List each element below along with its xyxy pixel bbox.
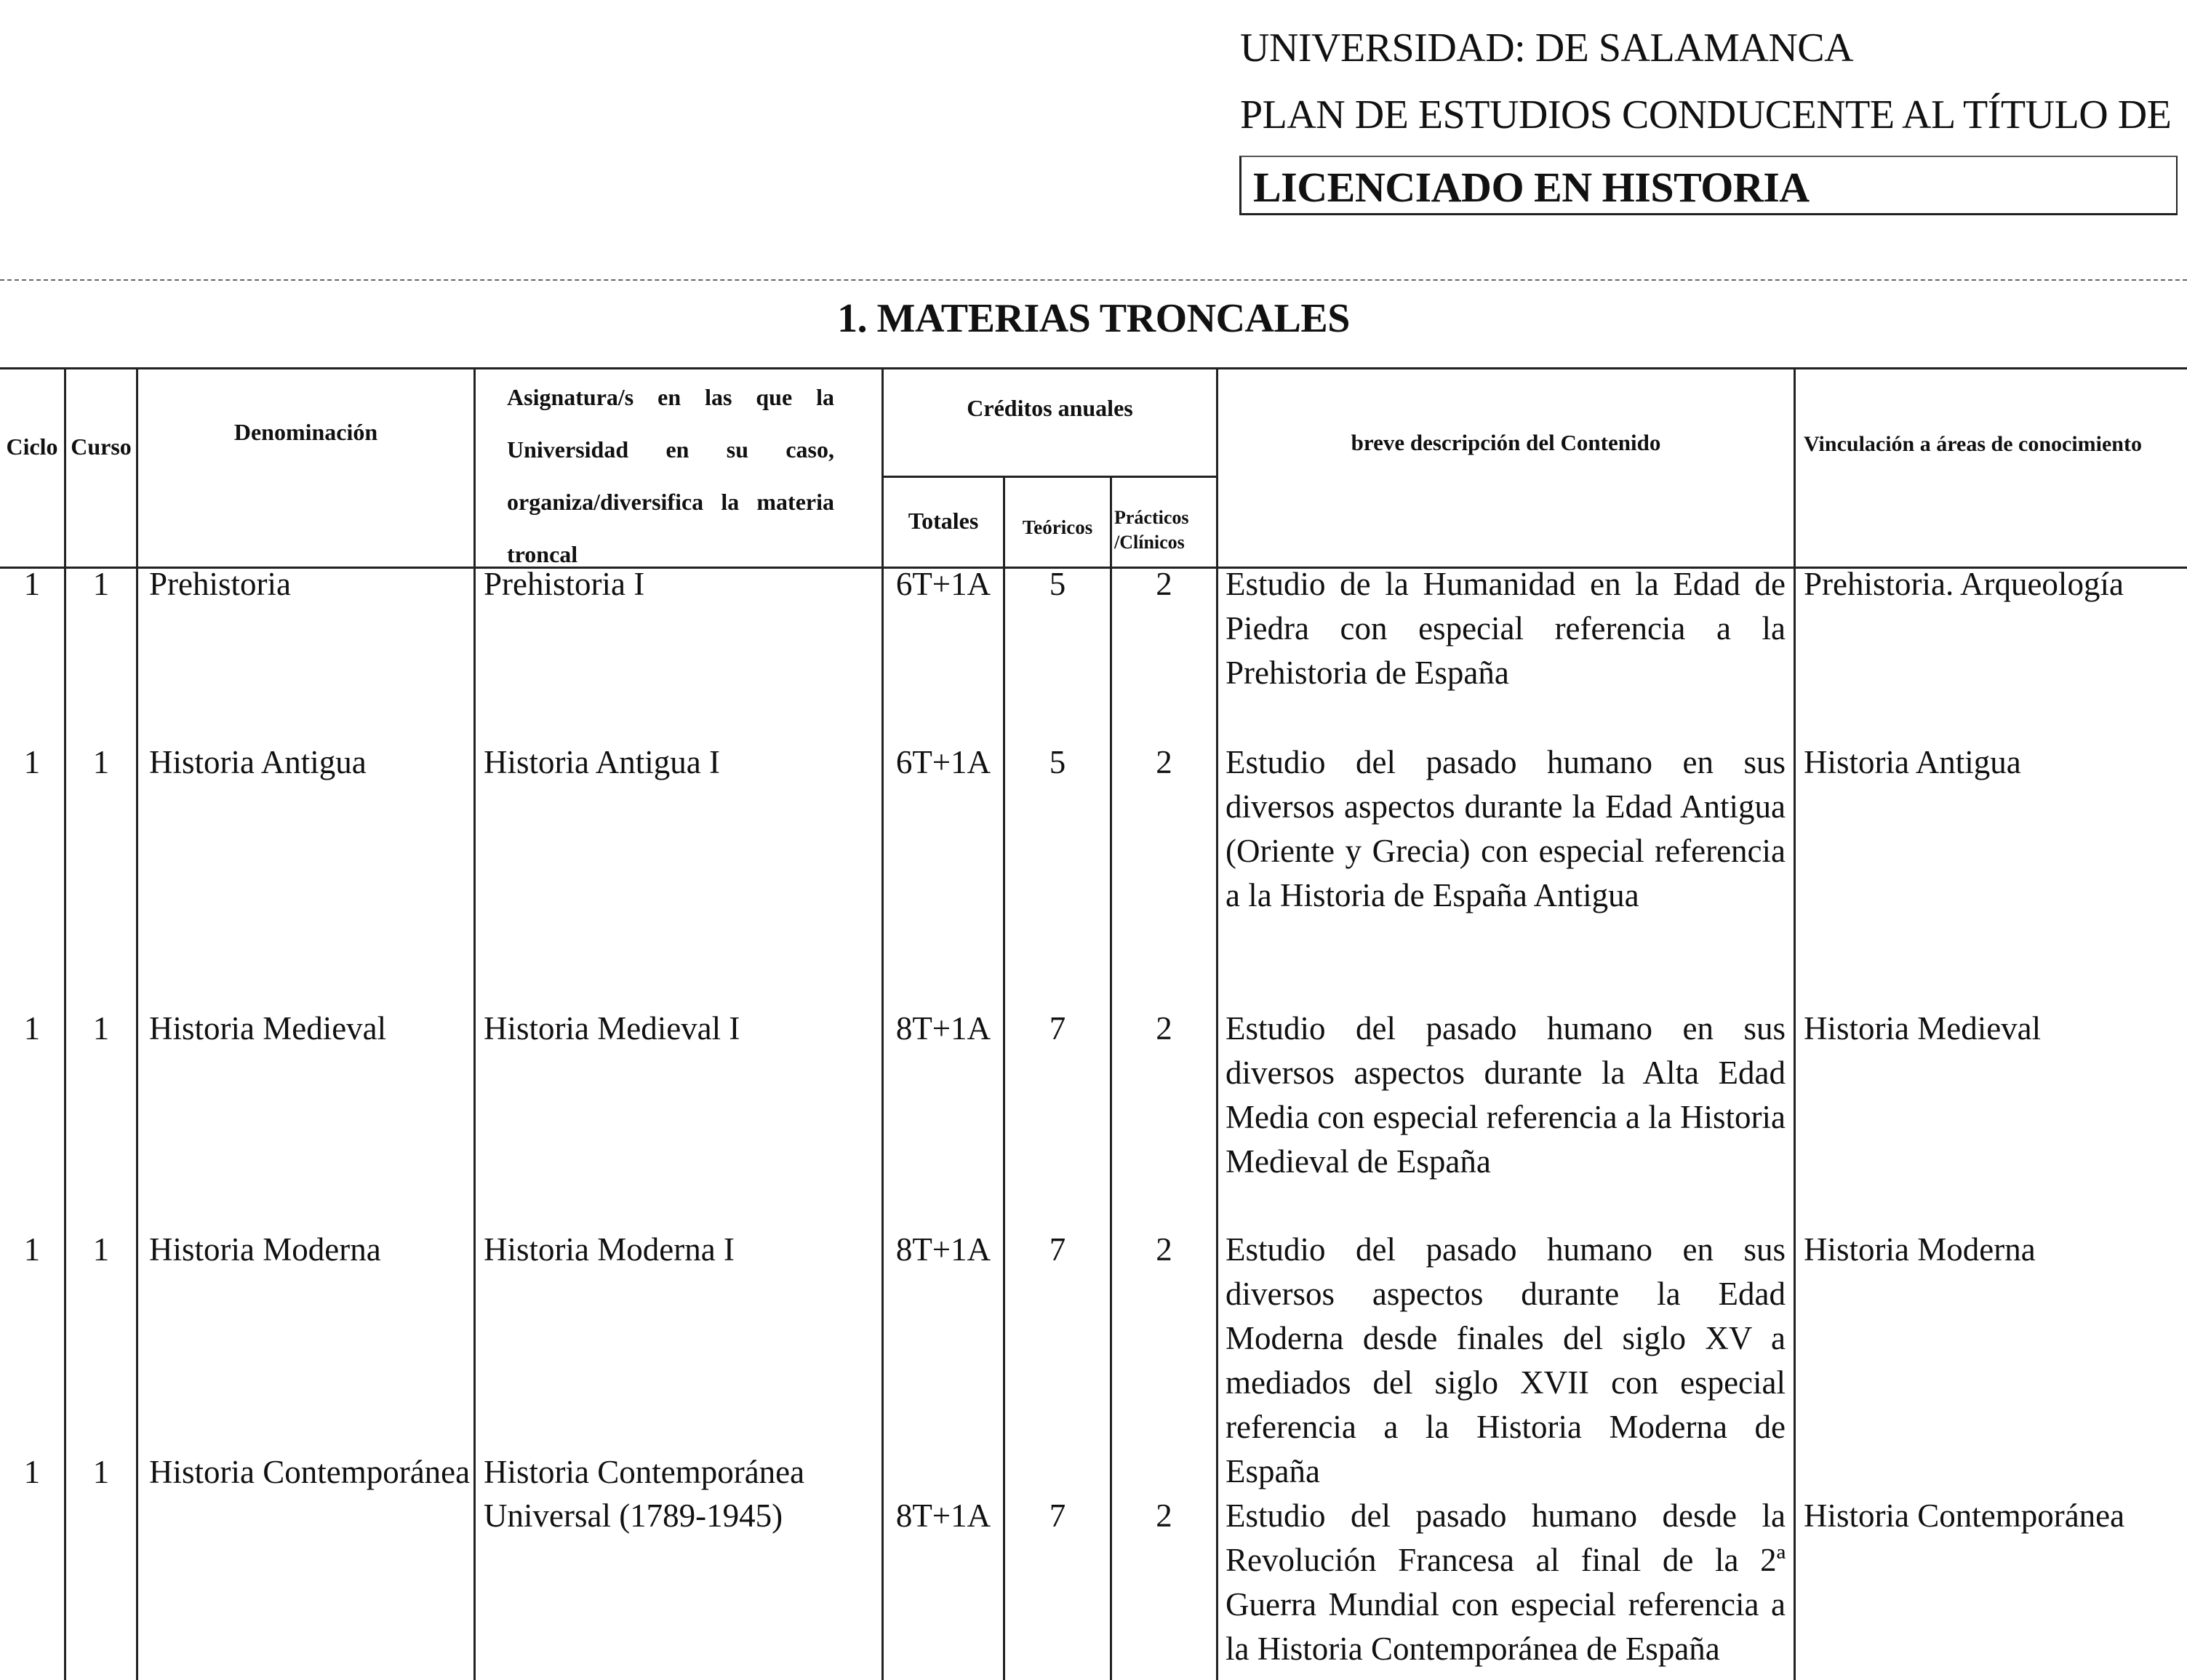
header-practicos: Prácticos /Clínicos (1114, 507, 1189, 553)
cell-totales: 6T+1A (895, 744, 991, 780)
cell-descripcion: Estudio del pasado humano desde la Revolución Francesa al final de la 2ª Guerra Mundial con especial referencia a la Historia Contemporánea de España (1226, 1497, 1786, 1667)
cell-teoricos: 5 (1049, 566, 1066, 602)
cell-denominacion: Historia Medieval (149, 1010, 387, 1047)
cell-ciclo: 1 (23, 744, 41, 780)
cell-vinculacion: Historia Antigua (1804, 744, 2021, 780)
header-vinculacion: Vinculación a áreas de conocimiento (1804, 432, 2142, 456)
cell-practicos: 2 (1156, 1010, 1172, 1047)
cell-totales: 8T+1A (895, 1010, 991, 1047)
cell-asignatura: Historia Antigua I (484, 744, 720, 780)
section-title: 1. MATERIAS TRONCALES (837, 296, 1350, 341)
header-descripcion: breve descripción del Contenido (1351, 430, 1661, 455)
header-teoricos: Teóricos (1022, 516, 1093, 538)
cell-teoricos: 5 (1049, 744, 1066, 780)
cell-curso: 1 (92, 566, 110, 602)
cell-teoricos: 7 (1049, 1231, 1066, 1268)
cell-totales: 8T+1A (895, 1231, 991, 1268)
cell-descripcion: Estudio de la Humanidad en la Edad de Piedra con especial referencia a la Prehistoria de España (1226, 566, 1786, 691)
cell-asignatura: Historia Contemporánea Universal (1789-1945) (484, 1454, 805, 1534)
cell-totales: 6T+1A (895, 566, 991, 602)
cell-denominacion: Historia Moderna (149, 1231, 381, 1268)
cell-ciclo: 1 (23, 1454, 41, 1490)
cell-curso: 1 (92, 1010, 110, 1047)
cell-ciclo: 1 (23, 566, 41, 602)
cell-totales: 8T+1A (895, 1497, 991, 1534)
cell-ciclo: 1 (23, 1231, 41, 1268)
cell-denominacion: Historia Contemporánea (149, 1454, 471, 1490)
col-divider-denominacion (473, 367, 476, 1680)
plan-heading: PLAN DE ESTUDIOS CONDUCENTE AL TÍTULO DE (1240, 92, 2172, 137)
header-totales: Totales (908, 508, 979, 534)
col-divider-curso (136, 367, 138, 1680)
cell-denominacion: Prehistoria (149, 566, 291, 602)
cell-teoricos: 7 (1049, 1010, 1066, 1047)
cell-vinculacion: Historia Medieval (1804, 1010, 2042, 1047)
header-ciclo: Ciclo (6, 433, 58, 460)
cell-curso: 1 (92, 744, 110, 780)
table-top-border (0, 367, 2187, 369)
cell-practicos: 2 (1156, 566, 1172, 602)
cell-teoricos: 7 (1049, 1497, 1066, 1534)
cell-curso: 1 (92, 1454, 110, 1490)
cell-ciclo: 1 (23, 1010, 41, 1047)
credits-subheader-line (881, 476, 1216, 478)
col-divider-practicos (1216, 367, 1218, 1680)
cell-vinculacion: Prehistoria. Arqueología (1804, 566, 2124, 602)
cell-descripcion: Estudio del pasado humano en sus diversos aspectos durante la Edad Antigua (Oriente y Grecia) con especial referencia a la Historia de España Antigua (1226, 744, 1786, 913)
separator-rule (0, 279, 2187, 281)
university-heading: UNIVERSIDAD: DE SALAMANCA (1240, 25, 1854, 71)
degree-title: LICENCIADO EN HISTORIA (1253, 164, 1810, 211)
cell-curso: 1 (92, 1231, 110, 1268)
cell-practicos: 2 (1156, 744, 1172, 780)
cell-practicos: 2 (1156, 1231, 1172, 1268)
header-curso: Curso (71, 433, 132, 460)
header-asignatura: Asignatura/s en las que la Universidad en su caso, organiza/diversifica la materia troncal (507, 384, 834, 567)
degree-title-box (1239, 156, 2178, 215)
header-creditos: Créditos anuales (967, 395, 1133, 421)
cell-descripcion: Estudio del pasado humano en sus diversos aspectos durante la Edad Moderna desde finales del siglo XV a mediados del siglo XVII con especial referencia a la Historia Moderna de España (1226, 1231, 1786, 1489)
cell-practicos: 2 (1156, 1497, 1172, 1534)
cell-vinculacion: Historia Contemporánea (1804, 1497, 2125, 1534)
col-divider-descripcion (1794, 367, 1796, 1680)
cell-asignatura: Historia Moderna I (484, 1231, 735, 1268)
cell-asignatura: Historia Medieval I (484, 1010, 740, 1047)
cell-descripcion: Estudio del pasado humano en sus diversos aspectos durante la Alta Edad Media con especial referencia a la Historia Medieval de España (1226, 1010, 1786, 1180)
cell-asignatura: Prehistoria I (484, 566, 645, 602)
header-denominacion: Denominación (233, 419, 378, 445)
cell-vinculacion: Historia Moderna (1804, 1231, 2036, 1268)
cell-denominacion: Historia Antigua (149, 744, 367, 780)
